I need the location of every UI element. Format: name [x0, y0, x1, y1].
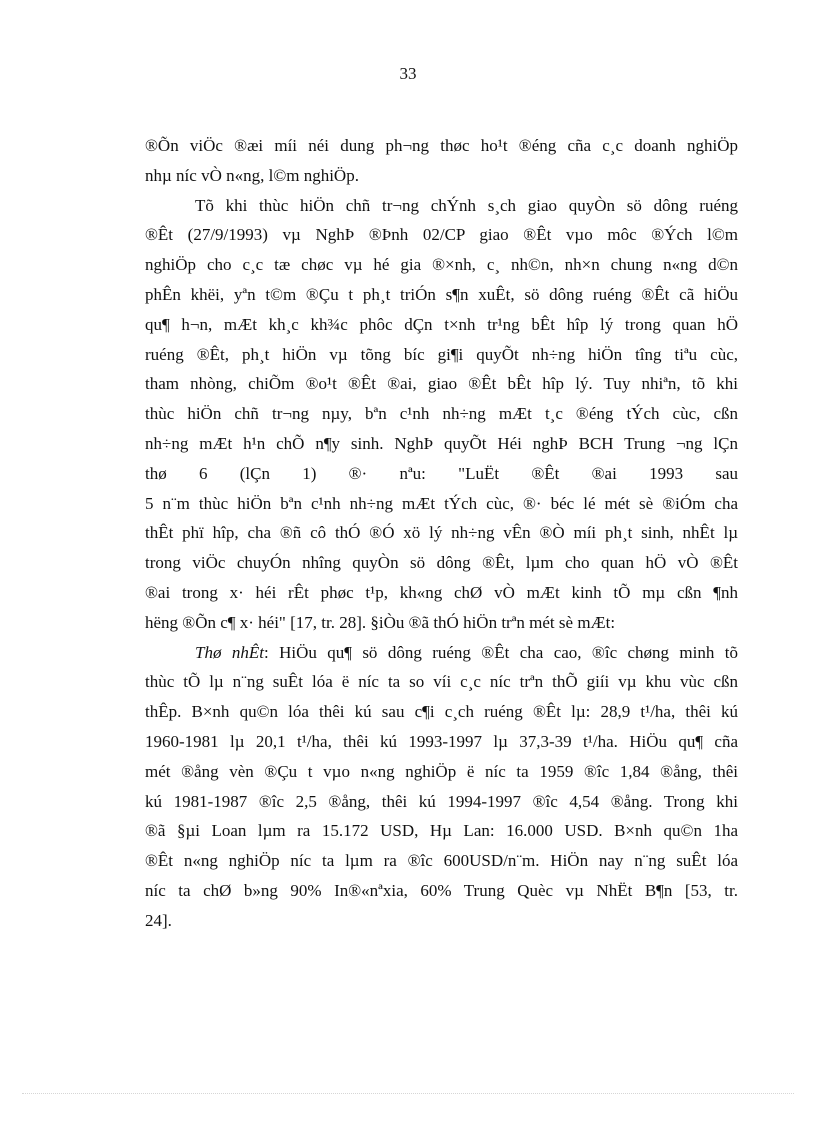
- text-line: tham nhòng, chiÕm ®o¹t ®Êt ®ai, giao ®Êt bÊt hîp lý. Tuy nhiªn, tõ khi: [145, 374, 738, 394]
- text-line: thø 6 (lÇn 1) ®· nªu: "LuËt ®Êt ®ai 1993 sau: [145, 463, 738, 483]
- page-bottom-rule: [22, 1093, 794, 1094]
- text-line: phÊn khëi, yªn t©m ®Çu t ph¸t triÓn s¶n xuÊt, sö dông ruéng ®Êt cã hiÖu: [145, 284, 738, 304]
- text-line: ®Õn viÖc ®æi míi néi dung ph¬ng thøc ho¹t ®éng cña c¸c doanh nghiÖp: [145, 136, 738, 155]
- text-line: 1960-1981 lµ 20,1 t¹/ha, thêi kú 1993-1997 lµ 37,3-39 t¹/ha. HiÖu qu¶ cña: [145, 731, 738, 751]
- text-line: ®ã §µi Loan lµm ra 15.172 USD, Hµ Lan: 16.000 USD. B×nh qu©n 1ha: [145, 821, 738, 841]
- text-line: Tõ khi thùc hiÖn chñ tr¬ng chÝnh s¸ch giao quyÒn sö dông ruéng: [195, 195, 738, 215]
- text-line: 24].: [145, 910, 172, 930]
- text-line: thùc tÕ lµ n¨ng suÊt lóa ë níc ta so víi c¸c níc trªn thÕ giíi vµ khu vùc cßn: [145, 672, 738, 692]
- text-line: nh÷ng mÆt h¹n chÕ n¶y sinh. NghÞ quyÕt Héi nghÞ BCH Trung ¬ng lÇn: [145, 433, 738, 453]
- text-line: kú 1981-1987 ®îc 2,5 ®ång, thêi kú 1994-1997 ®îc 4,54 ®ång. Trong khi: [145, 791, 738, 811]
- text-line: hëng ®Õn c¶ x· héi" [17, tr. 28]. §iÒu ®ã thÓ hiÖn trªn mét sè mÆt:: [145, 612, 616, 632]
- thu-nhat-heading: Thø nhÊt: [195, 642, 264, 662]
- text-line: nhµ níc vÒ n«ng, l©m nghiÖp.: [145, 165, 359, 185]
- text-line: thÊt phï hîp, cha ®ñ cô thÓ ®Ó xö lý nh÷ng vÊn ®Ò míi ph¸t sinh, nhÊt lµ: [145, 523, 738, 543]
- thu-nhat-rest: : HiÖu qu¶ sö dông ruéng ®Êt cha cao, ®îc chøng minh tõ: [263, 642, 738, 662]
- text-line: ®ai trong x· héi rÊt phøc t¹p, kh«ng chØ vÒ mÆt kinh tÕ mµ cßn ¶nh: [145, 582, 738, 602]
- text-line: nghiÖp cho c¸c tæ chøc vµ hé gia ®×nh, c¸ nh©n, nh×n chung n«ng d©n: [145, 255, 738, 275]
- body-text: [145, 131, 738, 936]
- text-line: ruéng ®Êt, ph¸t hiÖn vµ tõng bíc gi¶i quyÕt nh÷ng hiÖn tîng tiªu cùc,: [145, 344, 738, 364]
- text-line: ®Êt (27/9/1993) vµ NghÞ ®Þnh 02/CP giao ®Êt vµo môc ®Ých l©m: [145, 225, 738, 245]
- text-line: ®Êt n«ng nghiÖp níc ta lµm ra ®îc 600USD/n¨m. HiÖn nay n¨ng suÊt lóa: [145, 851, 738, 871]
- text-line: 5 n¨m thùc hiÖn bªn c¹nh nh÷ng mÆt tÝch cùc, ®· béc lé mét sè ®iÓm cha: [145, 493, 738, 513]
- text-line: níc ta chØ b»ng 90% In®«nªxia, 60% Trung Quèc vµ NhËt B¶n [53, tr.: [145, 880, 738, 900]
- page-number: 33: [399, 64, 417, 83]
- text-line: thÊp. B×nh qu©n lóa thêi kú sau c¶i c¸ch ruéng ®Êt lµ: 28,9 t¹/ha, thêi kú: [145, 702, 738, 722]
- text-line-thu-nhat: [145, 638, 738, 668]
- text-line: qu¶ h¬n, mÆt kh¸c kh¾c phôc dÇn t×nh tr¹ng bÊt hîp lý trong quan hÖ: [145, 314, 738, 334]
- text-line: thùc hiÖn chñ tr¬ng nµy, bªn c¹nh nh÷ng mÆt t¸c ®éng tÝch cùc, cßn: [145, 404, 738, 424]
- text-line: trong viÖc chuyÓn nhîng quyÒn sö dông ®Êt, lµm cho quan hÖ vÒ ®Êt: [145, 553, 738, 573]
- text-line: mét ®ång vèn ®Çu t vµo n«ng nghiÖp ë níc ta 1959 ®îc 1,84 ®ång, thêi: [145, 761, 738, 781]
